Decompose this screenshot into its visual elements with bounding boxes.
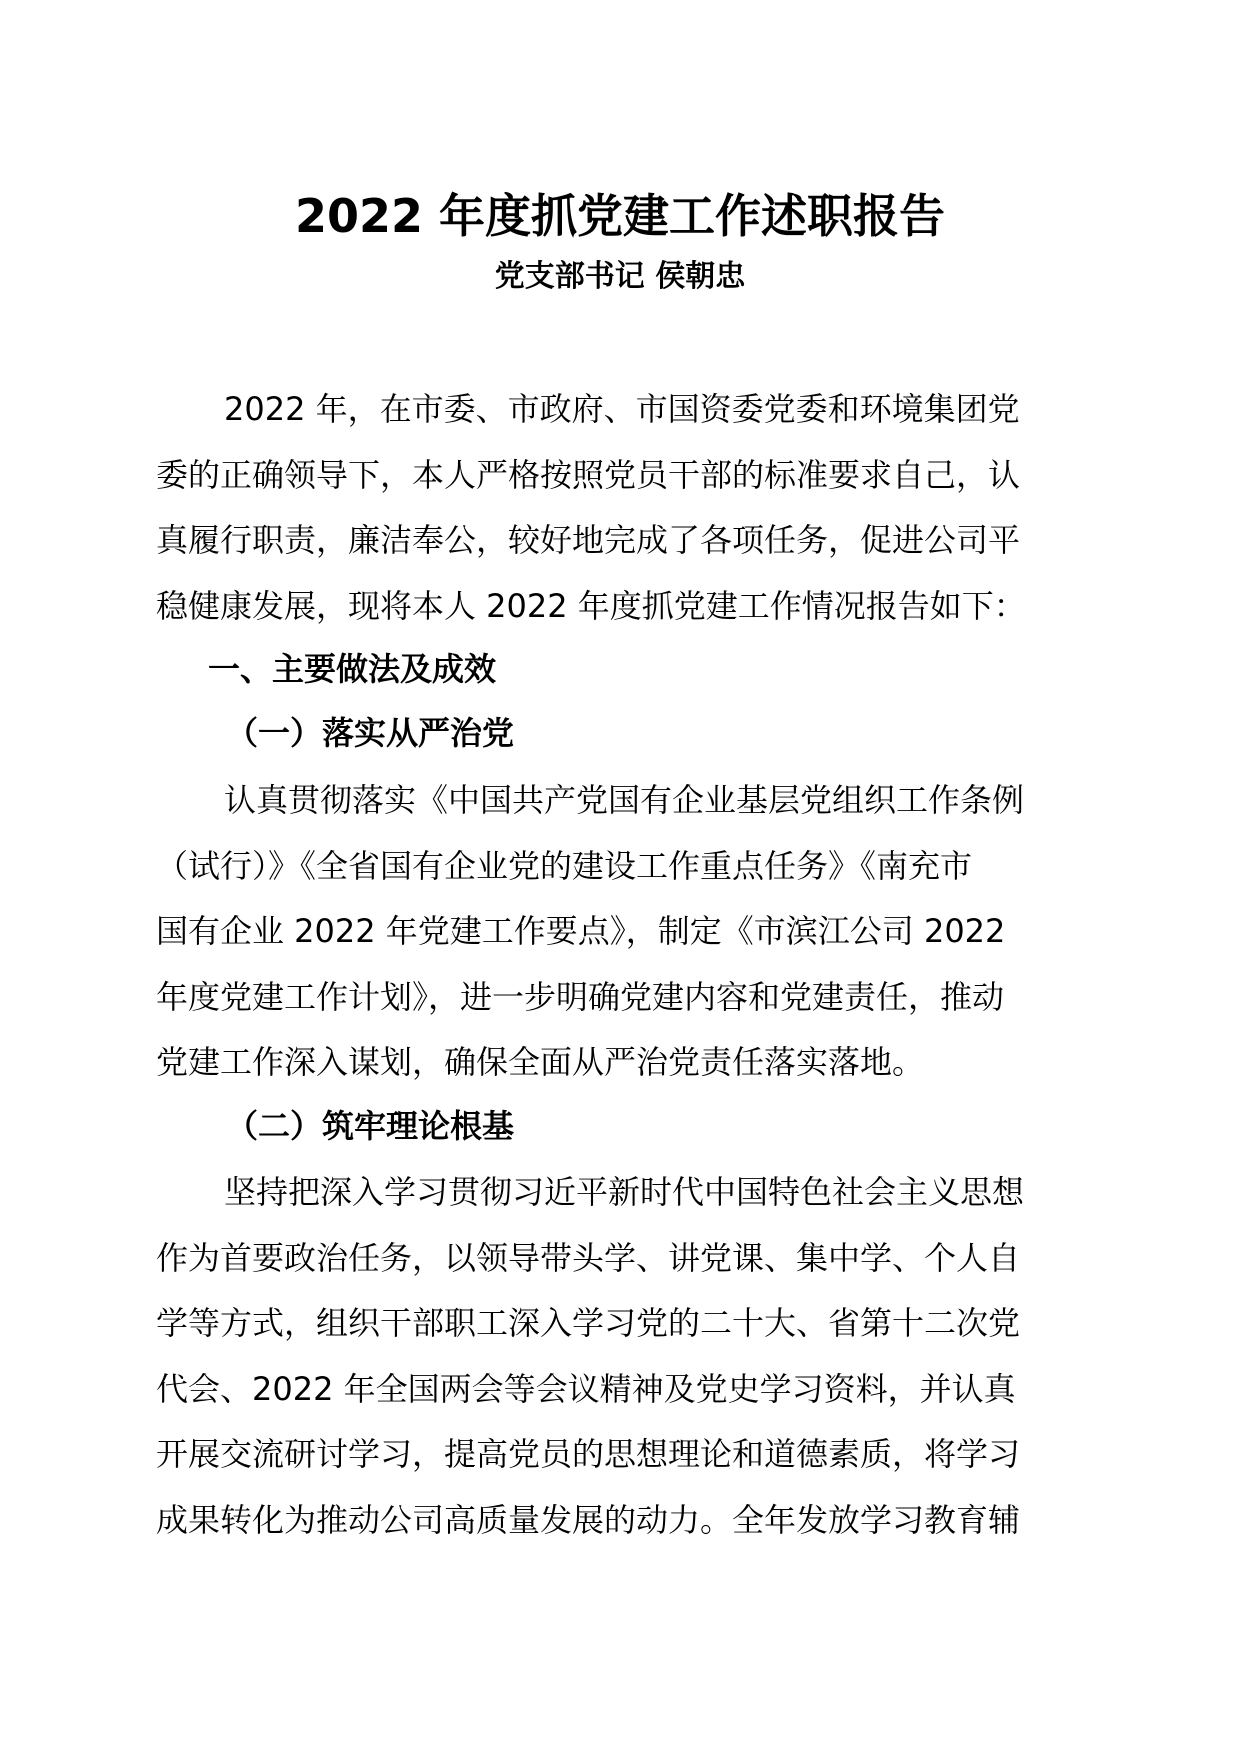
subsection-heading-1: （一）落实从严治党	[226, 714, 515, 752]
paragraph-line: 开展交流研讨学习，提高党员的思想理论和道德素质，将学习	[156, 1435, 1021, 1473]
paragraph-line: 坚持把深入学习贯彻习近平新时代中国特色社会主义思想	[224, 1173, 1025, 1211]
paragraph-line: 委的正确领导下，本人严格按照党员干部的标准要求自己，认	[156, 455, 1021, 494]
paragraph-line: （试行）》《全省国有企业党的建设工作重点任务》《南充市	[156, 846, 973, 885]
paragraph-line: 真履行职责，廉洁奉公，较好地完成了各项任务，促进公司平	[156, 521, 1021, 559]
paragraph-line: 年度党建工作计划》，进一步明确党建内容和党建责任，推动	[156, 977, 1005, 1016]
document-title: 2022 年度抓党建工作述职报告	[294, 189, 946, 243]
paragraph-line: 国有企业 2022 年党建工作要点》，制定《市滨江公司 2022	[156, 912, 1006, 950]
paragraph-line: 稳健康发展，现将本人 2022 年度抓党建工作情况报告如下：	[156, 586, 1026, 625]
paragraph-line: 成果转化为推动公司高质量发展的动力。全年发放学习教育辅	[156, 1500, 1021, 1539]
paragraph-line: 2022 年，在市委、市政府、市国资委党委和环境集团党	[224, 390, 1020, 428]
subsection-2-paragraph	[156, 1160, 1086, 1553]
section-heading-1: 一、主要做法及成效	[208, 650, 497, 688]
paragraph-line: 作为首要政治任务，以领导带头学、讲党课、集中学、个人自	[156, 1238, 1021, 1277]
subsection-1-paragraph	[156, 768, 1086, 1096]
paragraph-line: 认真贯彻落实《中国共产党国有企业基层党组织工作条例	[224, 781, 1025, 819]
intro-paragraph	[156, 377, 1086, 639]
paragraph-line: 学等方式，组织干部职工深入学习党的二十大、省第十二次党	[156, 1304, 1021, 1342]
subsection-heading-2: （二）筑牢理论根基	[226, 1107, 515, 1145]
document-author: 党支部书记 侯朝忠	[494, 259, 746, 294]
paragraph-line: 代会、2022 年全国两会等会议精神及党史学习资料，并认真	[156, 1369, 1016, 1408]
paragraph-line: 党建工作深入谋划，确保全面从严治党责任落实落地。	[156, 1043, 925, 1081]
